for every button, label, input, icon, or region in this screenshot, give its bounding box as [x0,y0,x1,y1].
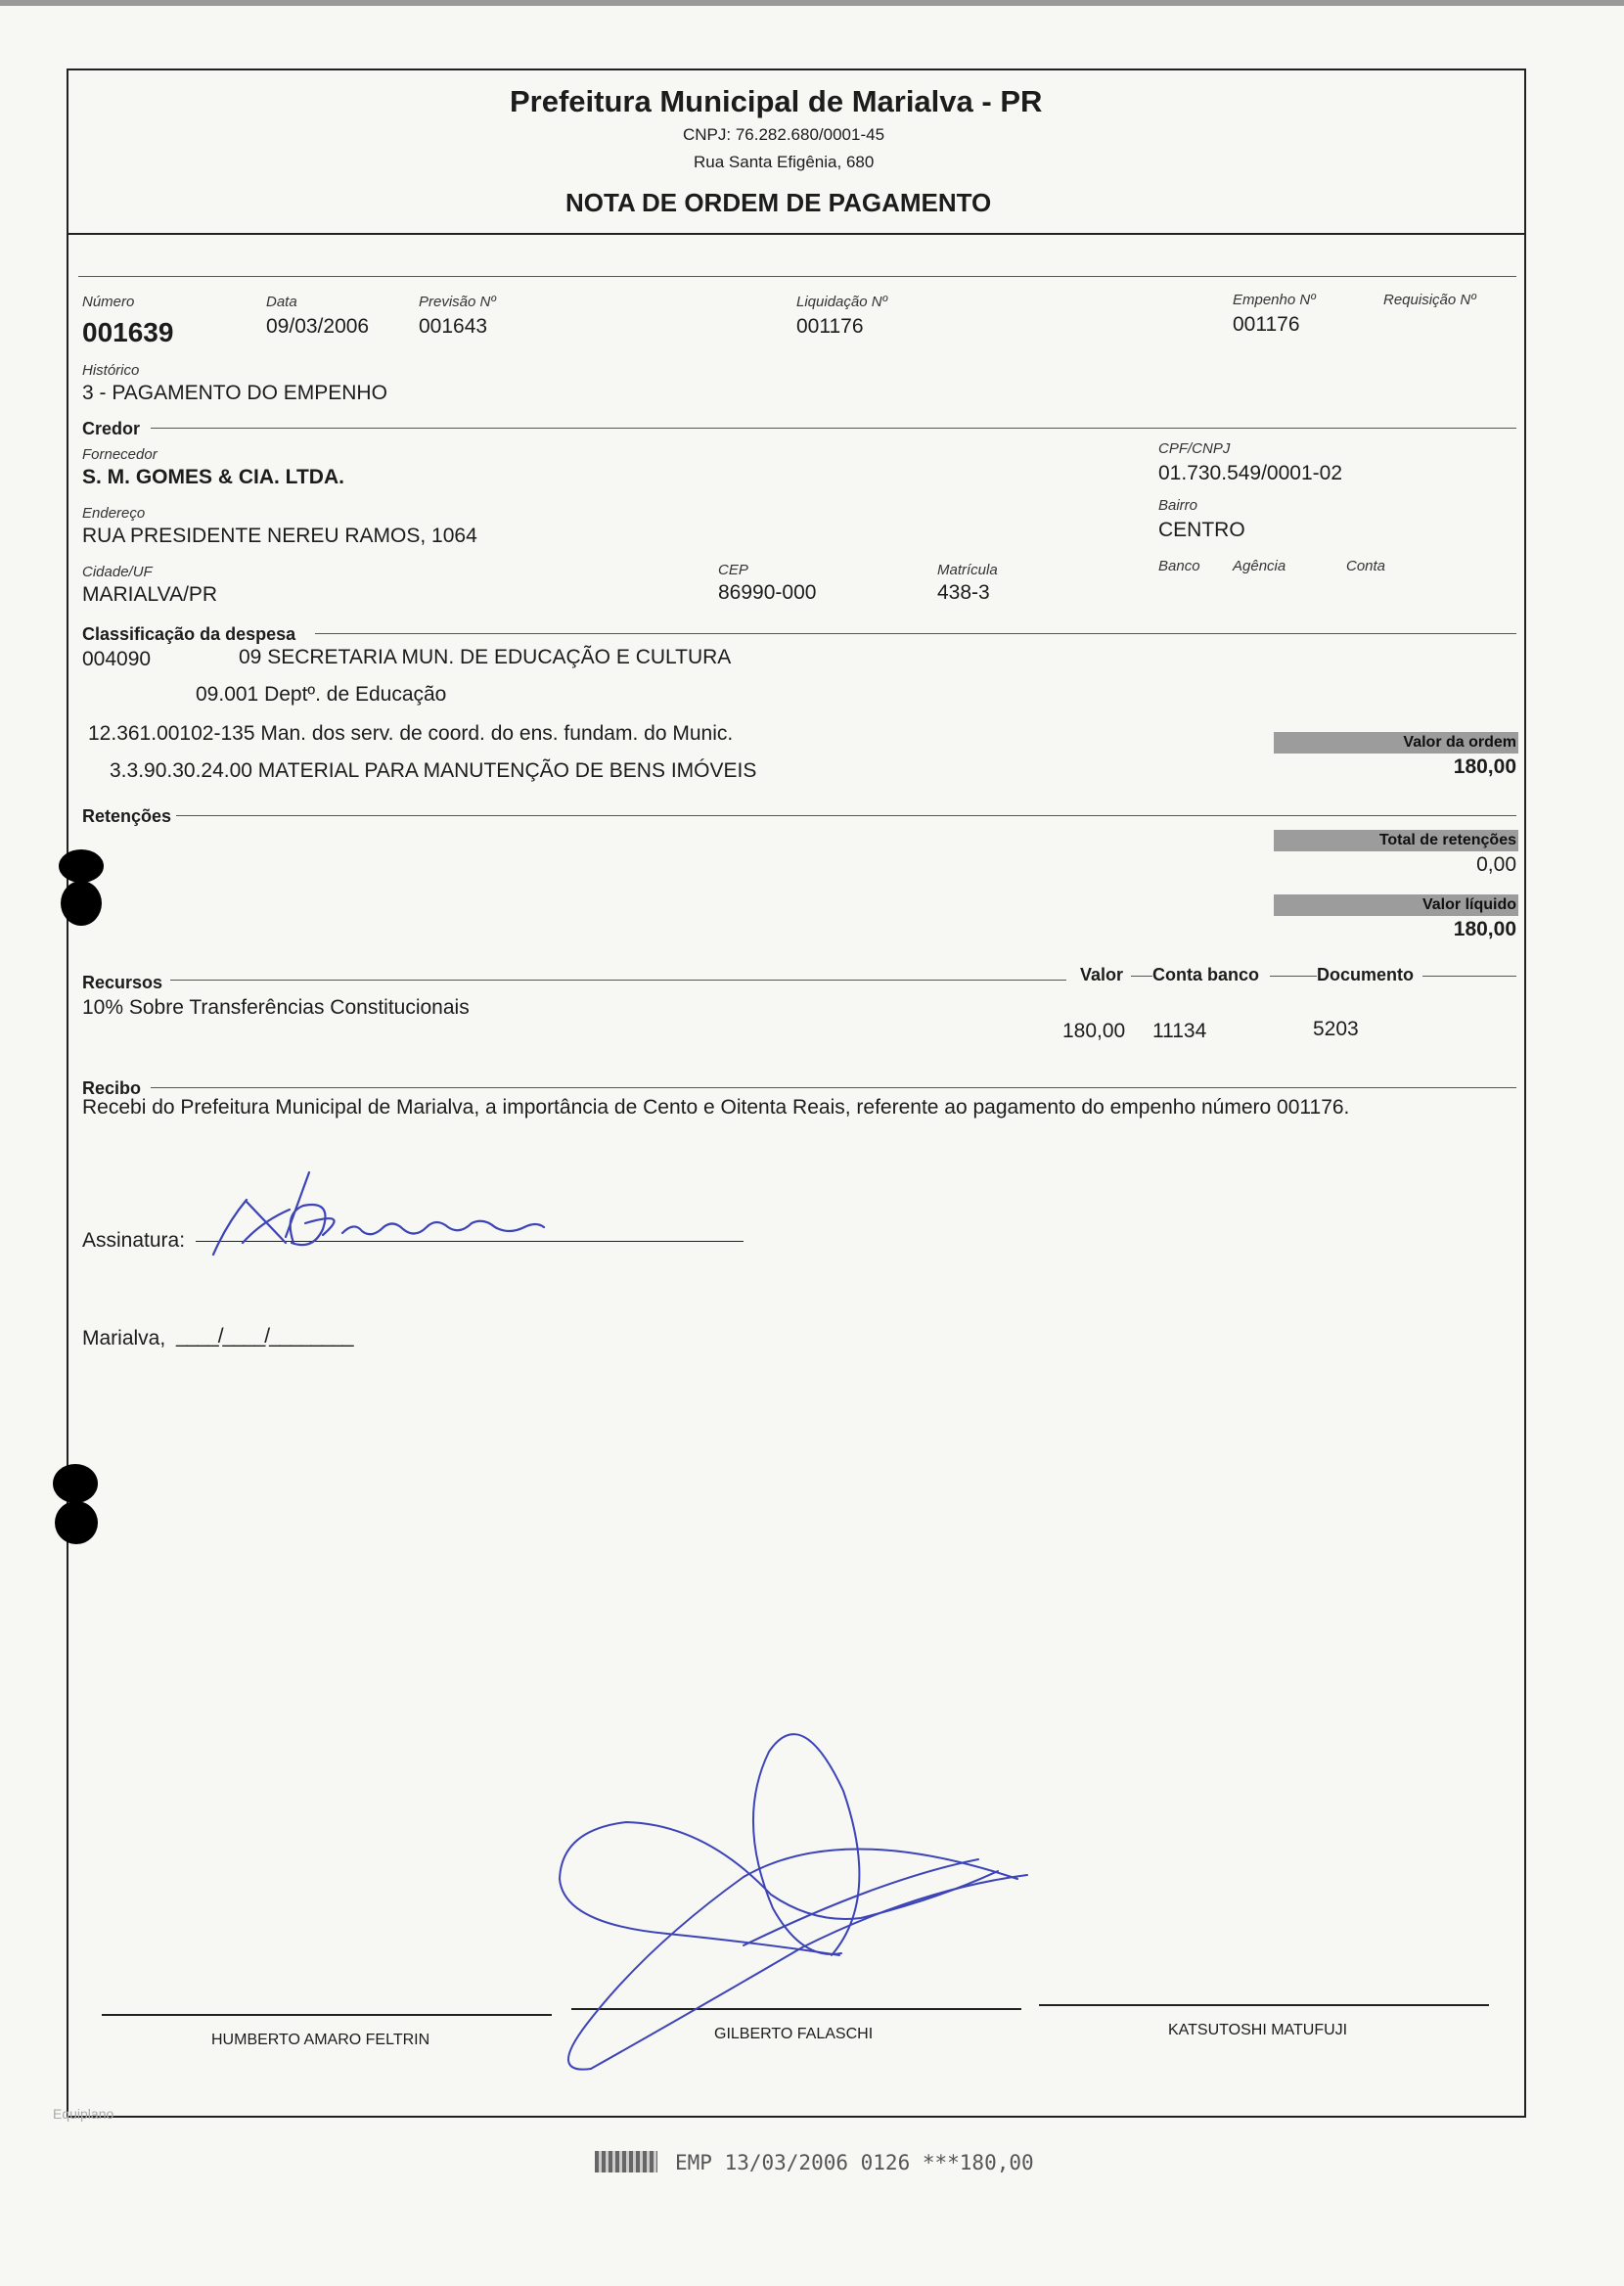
recursos-line-3 [1270,976,1317,977]
classificacao-section-title: Classificação da despesa [82,624,296,644]
credor-line [151,428,1516,429]
data-value: 09/03/2006 [266,315,370,338]
ids-top-line [78,276,1516,277]
liquidacao-label: Liquidação Nº [796,294,888,310]
total-retencoes-label: Total de retenções [1274,830,1518,851]
banco-label: Banco [1158,558,1200,574]
previsao-label: Previsão Nº [419,294,496,310]
recursos-valor-label: Valor [1080,965,1124,984]
signature-line-3 [1039,2004,1489,2006]
bairro-value: CENTRO [1158,519,1245,541]
recibo-text: Recebi do Prefeitura Municipal de Marialva, a importância de Cento e Oitenta Reais, referente ao pagamento do empenho número 001176. [82,1096,1350,1119]
valor-liquido-label: Valor líquido [1274,894,1518,916]
matricula-value: 438-3 [937,581,990,604]
numero-value: 001639 [82,317,174,347]
stamp-logo [595,2151,657,2172]
previsao-value: 001643 [419,315,488,338]
document-frame [53,69,1526,2122]
recursos-descricao: 10% Sobre Transferências Constitucionais [82,996,470,1019]
requisicao-label: Requisição Nº [1383,292,1476,308]
historico-value: 3 - PAGAMENTO DO EMPENHO [82,382,387,404]
retencoes-line [176,815,1516,816]
historico-label: Histórico [82,362,140,379]
assinatura-label: Assinatura: [82,1229,186,1252]
recursos-line-4 [1422,976,1516,977]
cpf-label: CPF/CNPJ [1158,440,1231,457]
fornecedor-value: S. M. GOMES & CIA. LTDA. [82,466,344,488]
classificacao-line1: 09 SECRETARIA MUN. DE EDUCAÇÃO E CULTURA [239,646,732,668]
matricula-label: Matrícula [937,562,998,578]
retencoes-section-title: Retenções [82,806,172,826]
org-title: Prefeitura Municipal de Marialva - PR [510,84,1043,118]
numero-label: Número [82,294,135,310]
date-blank: ____/____/________ [176,1325,353,1348]
cpf-value: 01.730.549/0001-02 [1158,462,1343,484]
recursos-conta-label: Conta banco [1152,965,1260,984]
valor-ordem-label: Valor da ordem [1274,732,1518,754]
mechanical-stamp: EMP 13/03/2006 0126 ***180,00 [675,2151,1034,2174]
valor-ordem-value: 180,00 [1453,755,1516,778]
signatory-3: KATSUTOSHI MATUFUJI [1168,2022,1348,2038]
recursos-conta: 11134 [1152,1020,1207,1042]
agencia-label: Agência [1233,558,1286,574]
recibo-line [151,1087,1516,1088]
empenho-label: Empenho Nº [1233,292,1316,308]
cep-label: CEP [718,562,748,578]
classificacao-line [315,633,1516,634]
signature-line-1 [102,2014,552,2016]
classificacao-code: 004090 [82,648,152,670]
signature-line-2 [571,2008,1021,2010]
classificacao-line3: 12.361.00102-135 Man. dos serv. de coord. do ens. fundam. do Munic. [88,722,734,745]
binding-hole-top-b [61,881,102,926]
recibo-section-title: Recibo [82,1078,142,1098]
recursos-valor: 180,00 [1062,1020,1126,1042]
conta-label: Conta [1346,558,1386,574]
cidade-value: MARIALVA/PR [82,583,218,606]
recursos-documento: 5203 [1313,1018,1359,1040]
liquidacao-value: 001176 [796,315,864,338]
credor-section-title: Credor [82,419,141,438]
valor-liquido-value: 180,00 [1453,918,1516,940]
document-title: NOTA DE ORDEM DE PAGAMENTO [565,188,992,217]
recursos-line [170,980,1066,981]
scan-top-edge [0,0,1624,6]
recursos-section-title: Recursos [82,973,163,992]
binding-hole-bottom-b [55,1501,98,1544]
signatory-2: GILBERTO FALASCHI [714,2026,874,2042]
classificacao-line2: 09.001 Deptº. de Educação [196,683,447,706]
data-label: Data [266,294,297,310]
binding-hole-bottom [53,1464,98,1503]
assinatura-line [196,1241,744,1242]
binding-hole-top [59,849,104,883]
endereco-label: Endereço [82,505,146,522]
cep-value: 86990-000 [718,581,817,604]
vendor-mark: Equiplano [53,2106,114,2122]
fornecedor-label: Fornecedor [82,446,158,463]
cidade-label: Cidade/UF [82,564,153,580]
signatory-1: HUMBERTO AMARO FELTRIN [211,2032,430,2048]
org-address: Rua Santa Efigênia, 680 [694,153,875,171]
classificacao-line4: 3.3.90.30.24.00 MATERIAL PARA MANUTENÇÃO DE BENS IMÓVEIS [110,759,757,782]
total-retencoes-value: 0,00 [1476,853,1516,876]
empenho-value: 001176 [1233,313,1300,336]
endereco-value: RUA PRESIDENTE NEREU RAMOS, 1064 [82,525,477,547]
bairro-label: Bairro [1158,497,1198,514]
header-divider [68,233,1524,235]
org-cnpj: CNPJ: 76.282.680/0001-45 [683,125,885,144]
recursos-documento-label: Documento [1317,965,1414,984]
local-label: Marialva, [82,1327,166,1349]
recursos-line-2 [1131,976,1152,977]
